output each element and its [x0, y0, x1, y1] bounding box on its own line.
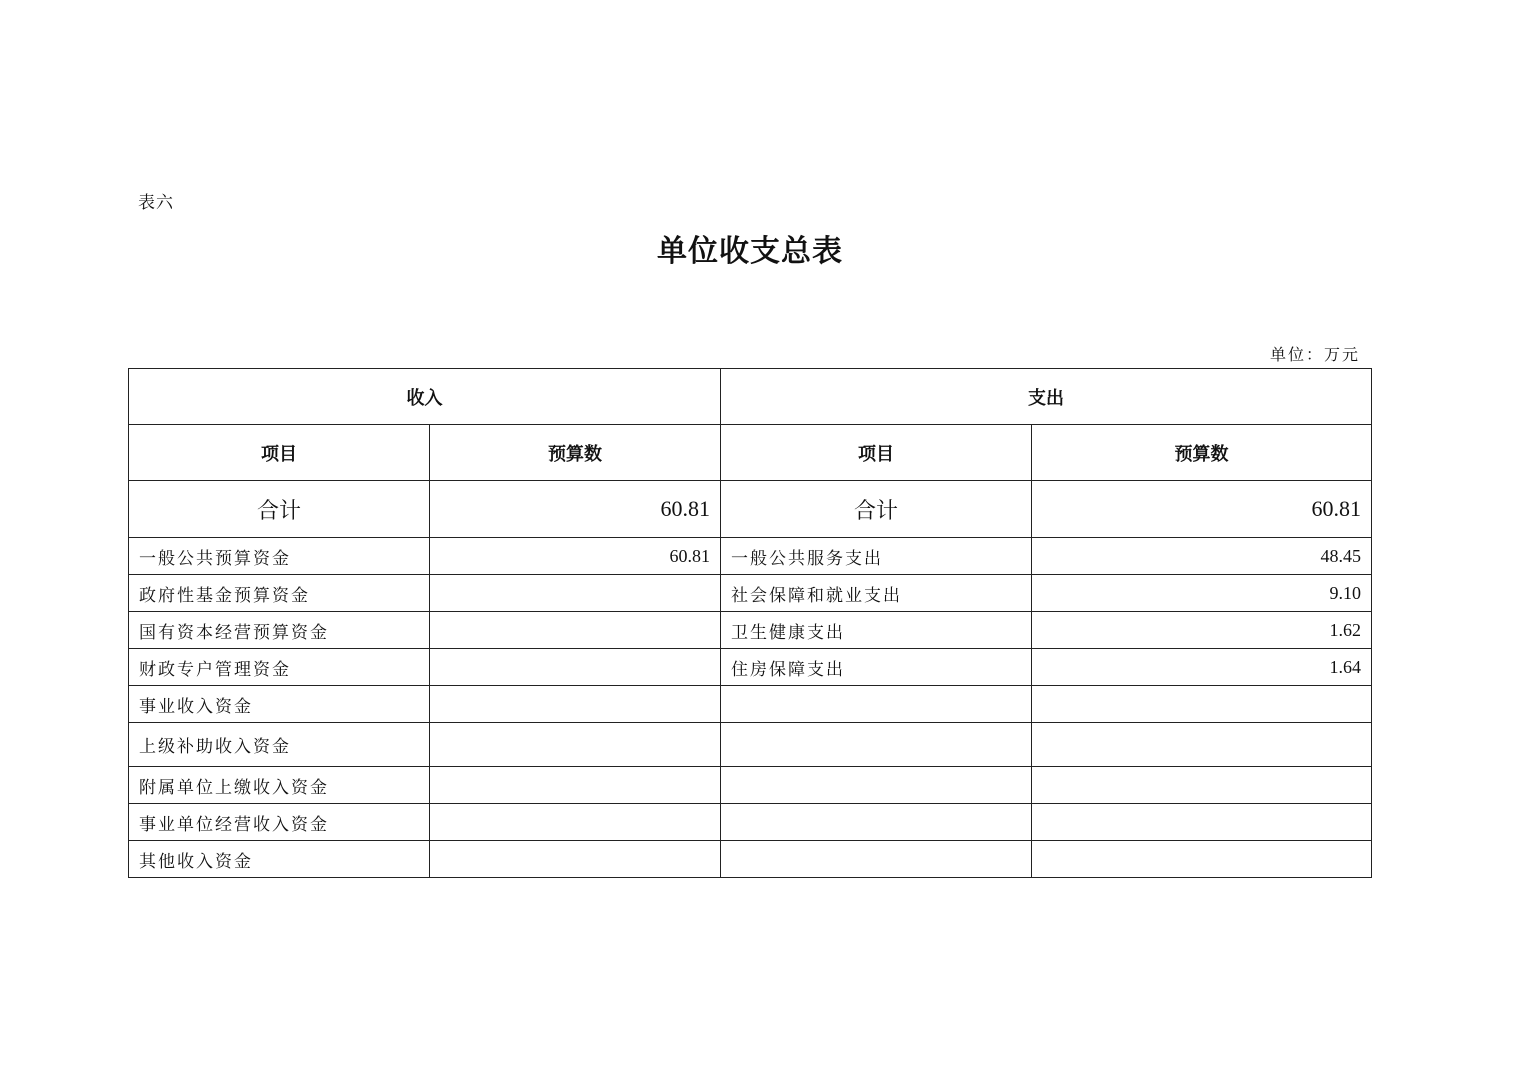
income-item-cell: 上级补助收入资金: [129, 723, 430, 767]
income-item-cell: 财政专户管理资金: [129, 649, 430, 686]
income-item-cell: 事业收入资金: [129, 686, 430, 723]
income-item-header: 项目: [129, 425, 430, 481]
expense-value-cell: 9.10: [1032, 575, 1372, 612]
table-row: [129, 686, 1372, 723]
table-row: [129, 538, 1372, 575]
expense-value-cell: [1032, 686, 1372, 723]
unit-note: 单位：万元: [1269, 345, 1360, 364]
expense-value-cell: 48.45: [1032, 538, 1372, 575]
expense-item-cell: 卫生健康支出: [721, 612, 1032, 649]
income-value-cell: [430, 841, 721, 878]
expense-item-header: 项目: [721, 425, 1032, 481]
income-item-cell: 一般公共预算资金: [129, 538, 430, 575]
income-item-cell: 附属单位上缴收入资金: [129, 767, 430, 804]
expense-item-cell: [721, 804, 1032, 841]
group-header-row: [129, 369, 1372, 425]
expense-item-cell: 社会保障和就业支出: [721, 575, 1032, 612]
income-item-cell: 国有资本经营预算资金: [129, 612, 430, 649]
table-row: [129, 723, 1372, 767]
expense-value-cell: 1.64: [1032, 649, 1372, 686]
income-value-cell: [430, 575, 721, 612]
table-row: [129, 841, 1372, 878]
income-expense-summary-table: [128, 368, 1372, 878]
column-header-row: [129, 425, 1372, 481]
income-value-cell: [430, 649, 721, 686]
income-item-cell: 其他收入资金: [129, 841, 430, 878]
income-total-value: 60.81: [430, 481, 721, 538]
income-budget-header: 预算数: [430, 425, 721, 481]
income-item-cell: 事业单位经营收入资金: [129, 804, 430, 841]
page-title: 单位收支总表: [657, 234, 843, 269]
income-value-cell: [430, 723, 721, 767]
table-row: [129, 649, 1372, 686]
income-value-cell: [430, 612, 721, 649]
total-row: [129, 481, 1372, 538]
expense-value-cell: [1032, 804, 1372, 841]
table-row: [129, 804, 1372, 841]
expense-item-cell: [721, 686, 1032, 723]
expense-item-cell: [721, 767, 1032, 804]
expense-item-cell: 住房保障支出: [721, 649, 1032, 686]
income-item-cell: 政府性基金预算资金: [129, 575, 430, 612]
expense-total-label: 合计: [721, 481, 1032, 538]
expense-item-cell: [721, 841, 1032, 878]
expense-value-cell: [1032, 723, 1372, 767]
table-row: [129, 767, 1372, 804]
expense-value-cell: 1.62: [1032, 612, 1372, 649]
expense-item-cell: [721, 723, 1032, 767]
income-value-cell: [430, 804, 721, 841]
expense-value-cell: [1032, 767, 1372, 804]
income-value-cell: [430, 686, 721, 723]
expense-group-header: 支出: [721, 369, 1372, 425]
expense-item-cell: 一般公共服务支出: [721, 538, 1032, 575]
table-row: [129, 575, 1372, 612]
expense-value-cell: [1032, 841, 1372, 878]
expense-budget-header: 预算数: [1032, 425, 1372, 481]
income-group-header: 收入: [129, 369, 721, 425]
expense-total-value: 60.81: [1032, 481, 1372, 538]
table-row: [129, 612, 1372, 649]
income-total-label: 合计: [129, 481, 430, 538]
income-value-cell: 60.81: [430, 538, 721, 575]
income-value-cell: [430, 767, 721, 804]
table-number-label: 表六: [138, 193, 174, 213]
